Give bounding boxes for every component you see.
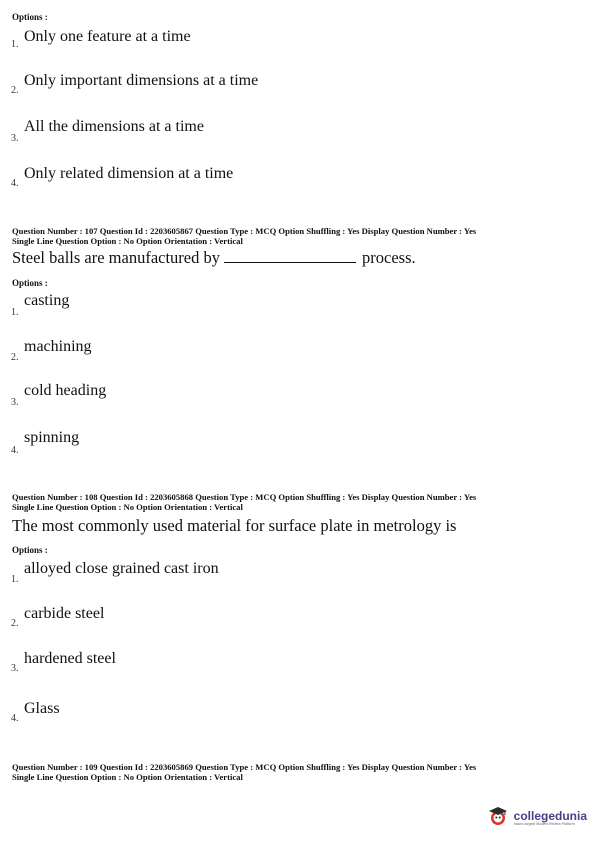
option-number: 2.	[11, 618, 19, 629]
question-text	[12, 248, 416, 268]
option-text: cold heading	[24, 382, 107, 399]
option-text: casting	[24, 292, 70, 309]
option-text: machining	[24, 338, 92, 355]
question-meta: Single Line Question Option : No Option Orientation : Vertical	[12, 236, 243, 246]
answer-blank	[224, 248, 356, 263]
logo-tagline: India's largest Student Review Platform	[513, 821, 575, 826]
options-label: Options :	[12, 278, 48, 288]
question-meta: Question Number : 108 Question Id : 2203605868 Question Type : MCQ Option Shuffling : Yes Display Question Number : Yes	[12, 492, 477, 502]
question-text-start: Steel balls are manufactured by	[12, 248, 220, 267]
option-text: Only one feature at a time	[24, 28, 191, 45]
question-meta: Question Number : 107 Question Id : 2203605867 Question Type : MCQ Option Shuffling : Yes Display Question Number : Yes	[12, 226, 477, 236]
option-text: All the dimensions at a time	[24, 118, 204, 135]
option-number: 1.	[11, 39, 19, 50]
option-text: Only related dimension at a time	[24, 165, 234, 182]
collegedunia-logo	[487, 804, 587, 832]
question-text-end: process.	[362, 248, 416, 267]
option-number: 4.	[11, 445, 19, 456]
question-text: The most commonly used material for surface plate in metrology is	[12, 516, 457, 535]
option-number: 2.	[11, 85, 19, 96]
option-number: 4.	[11, 178, 19, 189]
graduate-cap-icon	[487, 805, 509, 832]
option-text: carbide steel	[24, 605, 105, 622]
question-meta: Single Line Question Option : No Option Orientation : Vertical	[12, 772, 243, 782]
option-text: hardened steel	[24, 650, 116, 667]
options-label: Options :	[12, 12, 48, 22]
option-number: 1.	[11, 307, 19, 318]
question-meta: Single Line Question Option : No Option Orientation : Vertical	[12, 502, 243, 512]
logo-name: collegedunia	[513, 808, 587, 823]
option-text: alloyed close grained cast iron	[24, 560, 219, 577]
option-number: 3.	[11, 133, 19, 144]
options-label: Options :	[12, 545, 48, 555]
option-number: 3.	[11, 397, 19, 408]
option-text: Only important dimensions at a time	[24, 72, 259, 89]
option-text: spinning	[24, 429, 80, 446]
option-number: 2.	[11, 352, 19, 363]
option-number: 4.	[11, 713, 19, 724]
option-text: Glass	[24, 700, 60, 717]
option-number: 3.	[11, 663, 19, 674]
question-meta: Question Number : 109 Question Id : 2203605869 Question Type : MCQ Option Shuffling : Yes Display Question Number : Yes	[12, 762, 477, 772]
option-number: 1.	[11, 574, 19, 585]
